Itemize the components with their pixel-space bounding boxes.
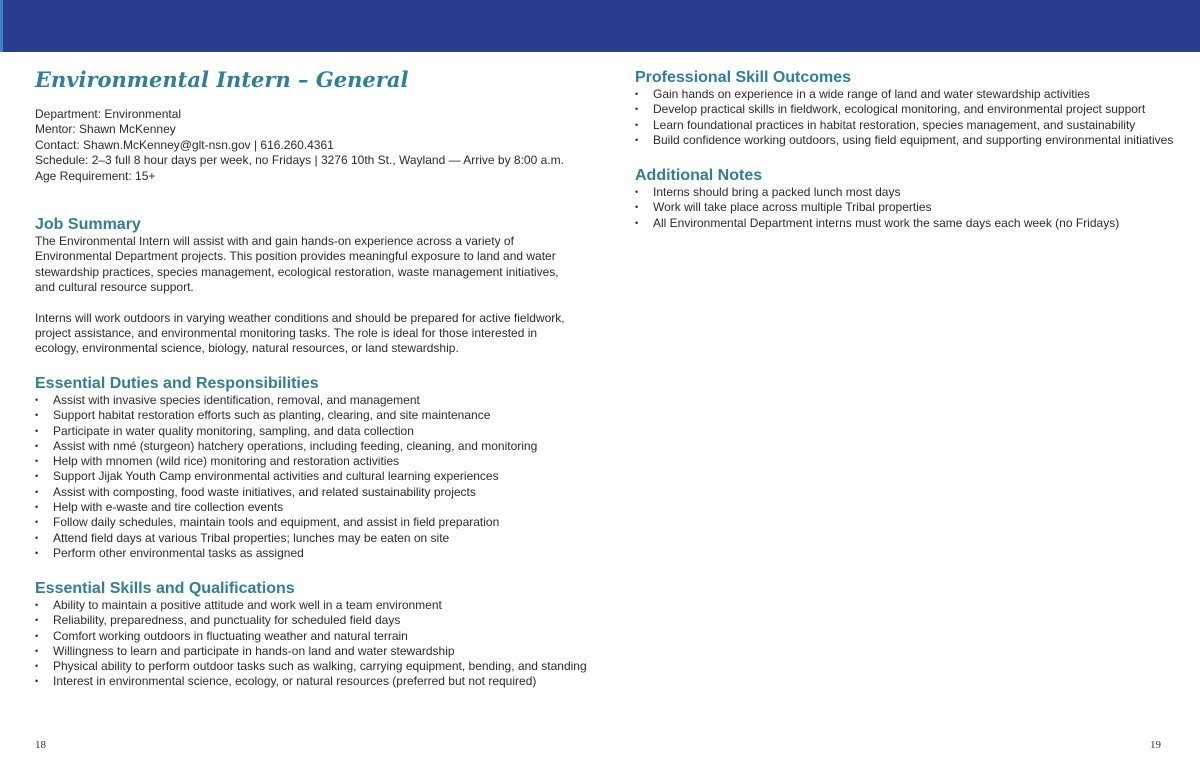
list-item-text: Learn foundational practices in habitat restoration, species management, and sustainability (653, 117, 1136, 132)
list-item (635, 200, 1195, 215)
outcomes-section (635, 69, 1195, 148)
notes-heading: Additional Notes (635, 167, 763, 184)
list-item-text: Reliability, preparedness, and punctuality for scheduled field days (53, 613, 401, 628)
bullet-icon: • (635, 187, 639, 197)
bullet-icon: • (35, 395, 39, 405)
bullet-icon: • (635, 119, 639, 130)
age-requirement-line: Age Requirement: 15+ (35, 168, 156, 183)
list-item (35, 629, 595, 644)
list-item-text: Build confidence working outdoors, using field equipment, and supporting environmental initiatives (653, 132, 1174, 147)
bullet-icon: • (35, 676, 39, 687)
schedule-line: Schedule: 2–3 full 8 hour days per week, no Fridays | 3276 10th St., Wayland — Arrive by 8:00 a.m. (35, 153, 564, 168)
list-item (635, 102, 1195, 117)
list-item (35, 674, 595, 689)
bullet-icon: • (35, 456, 39, 467)
list-item-text: Gain hands on experience in a wide range of land and water stewardship activities (653, 87, 1090, 101)
list-item (35, 439, 595, 454)
list-item (35, 613, 595, 628)
bullet-icon: • (635, 202, 639, 213)
bullet-icon: • (35, 532, 39, 543)
list-item (35, 408, 595, 423)
list-item (635, 118, 1195, 133)
list-item-text: Support Jijak Youth Camp environmental activities and cultural learning experiences (53, 469, 499, 484)
skills-heading: Essential Skills and Qualifications (35, 580, 295, 597)
page-number-left: 18 (35, 739, 46, 751)
list-item (35, 644, 595, 659)
list-item (35, 469, 595, 484)
list-item-text: All Environmental Department interns must work the same days each week (no Fridays) (653, 215, 1120, 230)
bullet-icon: • (35, 471, 39, 482)
list-item-text: Perform other environmental tasks as assigned (53, 545, 304, 560)
department-line: Department: Environmental (35, 107, 182, 121)
bullet-icon: • (35, 425, 39, 436)
bullet-icon: • (35, 502, 39, 513)
page-title: Environmental Intern – General (35, 67, 409, 92)
list-item-text: Assist with composting, food waste initiatives, and related sustainability projects (53, 484, 476, 499)
job-summary-paragraph-1: The Environmental Intern will assist with and gain hands-on experience across a variety of Environmental Department projects. This position provides meaningful exposure to land and water stewardship practices, species management, ecological restoration, waste management initiatives, and cultural resource support. (35, 234, 559, 295)
page-number-right: 19 (1150, 739, 1161, 751)
list-item (35, 546, 595, 561)
position-info (35, 107, 564, 184)
list-item (635, 216, 1195, 231)
list-item-text: Help with mnomen (wild rice) monitoring and restoration activities (53, 454, 400, 469)
list-item-text: Assist with invasive species identification, removal, and management (53, 393, 420, 407)
outcomes-list (635, 87, 1195, 148)
list-item-text: Develop practical skills in fieldwork, ecological monitoring, and environmental project support (653, 102, 1146, 117)
list-item (35, 424, 595, 439)
duties-heading: Essential Duties and Responsibilities (35, 375, 319, 392)
bullet-icon: • (35, 486, 39, 497)
header-bar (0, 0, 1200, 52)
list-item-text: Willingness to learn and participate in hands-on land and water stewardship (53, 643, 455, 658)
bullet-icon: • (35, 630, 39, 641)
bullet-icon: • (35, 410, 39, 421)
bullet-icon: • (635, 134, 639, 145)
list-item-text: Attend field days at various Tribal properties; lunches may be eaten on site (53, 530, 450, 545)
list-item (35, 598, 595, 613)
list-item-text: Participate in water quality monitoring, sampling, and data collection (53, 423, 414, 438)
list-item-text: Interest in environmental science, ecology, or natural resources (preferred but not required) (53, 674, 537, 689)
list-item-text: Comfort working outdoors in fluctuating weather and natural terrain (53, 628, 408, 643)
list-item (35, 659, 595, 674)
skills-list (35, 598, 595, 690)
list-item-text: Physical ability to perform outdoor tasks such as walking, carrying equipment, bending, and standing (53, 659, 587, 674)
list-item (35, 485, 595, 500)
list-item (35, 500, 595, 515)
list-item (35, 393, 595, 408)
bullet-icon: • (635, 104, 639, 115)
list-item (635, 185, 1195, 200)
job-summary-section (35, 216, 580, 357)
list-item (635, 87, 1195, 102)
outcomes-heading: Professional Skill Outcomes (635, 69, 852, 86)
bullet-icon: • (635, 89, 639, 99)
header-bar-edge (0, 0, 3, 52)
mentor-line: Mentor: Shawn McKenney (35, 122, 176, 137)
list-item-text: Work will take place across multiple Tribal properties (653, 200, 932, 215)
list-item-text: Follow daily schedules, maintain tools and equipment, and assist in field preparation (53, 515, 500, 530)
bullet-icon: • (35, 600, 39, 610)
job-summary-paragraph-2: Interns will work outdoors in varying weather conditions and should be prepared for active fieldwork, project assistance, and environmental monitoring tasks. The role is ideal for those interested in ecology, environmental science, biology, natural resources, or land stewardship. (35, 310, 565, 356)
list-item-text: Support habitat restoration efforts such as planting, clearing, and site maintenance (53, 408, 491, 423)
list-item (35, 531, 595, 546)
job-summary-heading: Job Summary (35, 216, 141, 233)
bullet-icon: • (635, 217, 639, 228)
list-item-text: Interns should bring a packed lunch most days (653, 185, 901, 199)
bullet-icon: • (35, 661, 39, 672)
list-item (35, 454, 595, 469)
duties-section (35, 375, 595, 561)
duties-list (35, 393, 595, 561)
notes-list (635, 185, 1195, 231)
bullet-icon: • (35, 615, 39, 626)
bullet-icon: • (35, 547, 39, 558)
bullet-icon: • (35, 645, 39, 656)
contact-line: Contact: Shawn.McKenney@glt-nsn.gov | 616.260.4361 (35, 137, 334, 152)
list-item-text: Assist with nmé (sturgeon) hatchery operations, including feeding, cleaning, and monitoring (53, 438, 538, 453)
list-item-text: Help with e-waste and tire collection events (53, 500, 284, 515)
bullet-icon: • (35, 517, 39, 528)
notes-section (635, 167, 1195, 231)
bullet-icon: • (35, 440, 39, 451)
list-item (35, 515, 595, 530)
list-item (635, 133, 1195, 148)
list-item-text: Ability to maintain a positive attitude and work well in a team environment (53, 598, 442, 612)
skills-section (35, 580, 595, 690)
